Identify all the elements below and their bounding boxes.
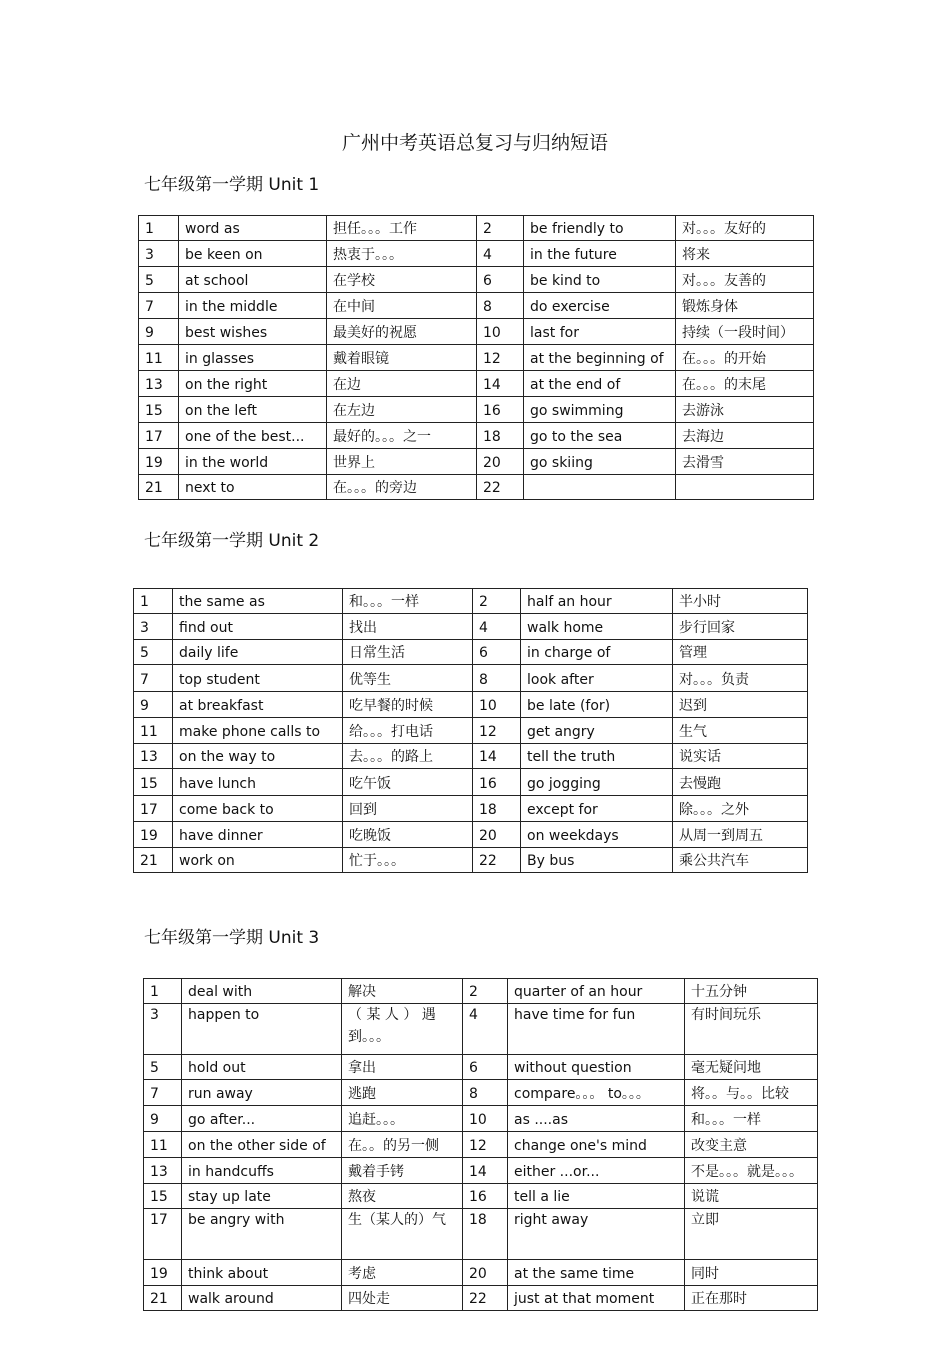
item-number-cell: 17 <box>139 423 179 449</box>
item-number-cell: 3 <box>134 614 173 640</box>
phrase-chinese-cell: 最好的。。。之一 <box>327 423 477 449</box>
phrase-english-cell: change one's mind <box>508 1132 685 1158</box>
phrase-chinese-cell: 对。。。友好的 <box>676 216 814 241</box>
item-number-cell: 6 <box>477 267 524 293</box>
phrase-english-cell: in the middle <box>179 293 327 319</box>
table-row <box>134 589 808 614</box>
phrase-chinese-cell: 忙于。。。 <box>343 848 473 873</box>
phrase-chinese-cell: 管理 <box>673 640 808 665</box>
phrase-chinese-cell: 去游泳 <box>676 397 814 423</box>
table-row <box>134 744 808 769</box>
item-number-cell: 10 <box>473 692 521 718</box>
table-row <box>134 769 808 796</box>
phrase-chinese-cell: 除。。。之外 <box>673 796 808 822</box>
phrase-english-cell: half an hour <box>521 589 673 614</box>
item-number-cell: 8 <box>473 665 521 692</box>
phrase-chinese-cell: 在。。。的旁边 <box>327 475 477 500</box>
phrase-chinese-cell: 吃早餐的时候 <box>343 692 473 718</box>
phrase-chinese-cell: 说谎 <box>685 1184 818 1209</box>
item-number-cell: 1 <box>144 979 182 1004</box>
table-row <box>139 241 814 267</box>
phrase-chinese-cell: 熬夜 <box>342 1184 463 1209</box>
item-number-cell: 2 <box>473 589 521 614</box>
item-number-cell: 19 <box>134 822 173 848</box>
phrase-chinese-cell: 生（某人的）气 <box>342 1209 463 1260</box>
phrase-english-cell: without question <box>508 1055 685 1080</box>
page-title: 广州中考英语总复习与归纳短语 <box>341 132 608 154</box>
item-number-cell: 22 <box>463 1286 508 1311</box>
table-row <box>134 640 808 665</box>
phrase-chinese-cell: 在学校 <box>327 267 477 293</box>
item-number-cell: 19 <box>139 449 179 475</box>
item-number-cell: 9 <box>134 692 173 718</box>
phrase-chinese-cell: 回到 <box>343 796 473 822</box>
table-row <box>139 216 814 241</box>
phrase-english-cell: think about <box>182 1260 342 1286</box>
table-row <box>144 979 818 1004</box>
phrase-english-cell: get angry <box>521 718 673 744</box>
item-number-cell: 5 <box>139 267 179 293</box>
unit-2-heading: 七年级第一学期 Unit 2 <box>144 531 320 551</box>
phrase-chinese-cell: 给。。。打电话 <box>343 718 473 744</box>
phrase-chinese-cell: 在。。。的末尾 <box>676 371 814 397</box>
table-row <box>134 822 808 848</box>
phrase-chinese-cell: 乘公共汽车 <box>673 848 808 873</box>
unit-1-heading: 七年级第一学期 Unit 1 <box>144 175 320 195</box>
phrase-english-cell: be kind to <box>524 267 676 293</box>
unit-1-table <box>138 215 814 500</box>
phrase-english-cell: word as <box>179 216 327 241</box>
unit-3-heading: 七年级第一学期 Unit 3 <box>144 928 320 948</box>
phrase-english-cell: happen to <box>182 1004 342 1055</box>
item-number-cell: 22 <box>473 848 521 873</box>
item-number-cell: 7 <box>139 293 179 319</box>
phrase-english-cell: tell the truth <box>521 744 673 769</box>
phrase-english-cell: at school <box>179 267 327 293</box>
phrase-chinese-cell: 戴着眼镜 <box>327 345 477 371</box>
phrase-english-cell: look after <box>521 665 673 692</box>
item-number-cell: 8 <box>463 1080 508 1106</box>
item-number-cell: 11 <box>144 1132 182 1158</box>
phrase-chinese-cell: 吃午饭 <box>343 769 473 796</box>
phrase-chinese-cell: 半小时 <box>673 589 808 614</box>
phrase-chinese-cell: 正在那时 <box>685 1286 818 1311</box>
phrase-english-cell: either ...or... <box>508 1158 685 1184</box>
item-number-cell: 18 <box>463 1209 508 1260</box>
item-number-cell: 13 <box>139 371 179 397</box>
item-number-cell: 6 <box>463 1055 508 1080</box>
phrase-english-cell: just at that moment <box>508 1286 685 1311</box>
item-number-cell: 6 <box>473 640 521 665</box>
table-row <box>139 319 814 345</box>
phrase-english-cell: do exercise <box>524 293 676 319</box>
table-row <box>144 1080 818 1106</box>
table-row <box>134 692 808 718</box>
phrase-chinese-cell: 有时间玩乐 <box>685 1004 818 1055</box>
item-number-cell: 15 <box>139 397 179 423</box>
item-number-cell: 5 <box>144 1055 182 1080</box>
phrase-chinese-cell: 迟到 <box>673 692 808 718</box>
item-number-cell: 2 <box>477 216 524 241</box>
phrase-chinese-cell: 拿出 <box>342 1055 463 1080</box>
item-number-cell: 3 <box>139 241 179 267</box>
phrase-chinese-cell: 和。。。一样 <box>343 589 473 614</box>
phrase-english-cell: hold out <box>182 1055 342 1080</box>
phrase-chinese-cell: 解决 <box>342 979 463 1004</box>
table-row <box>134 718 808 744</box>
item-number-cell: 18 <box>477 423 524 449</box>
item-number-cell: 4 <box>473 614 521 640</box>
phrase-chinese-cell: 在。。的另一侧 <box>342 1132 463 1158</box>
table-row <box>139 423 814 449</box>
phrase-english-cell: in glasses <box>179 345 327 371</box>
item-number-cell: 13 <box>134 744 173 769</box>
item-number-cell: 21 <box>139 475 179 500</box>
phrase-chinese-cell: 对。。。负责 <box>673 665 808 692</box>
phrase-chinese-cell: 说实话 <box>673 744 808 769</box>
phrase-english-cell: at the end of <box>524 371 676 397</box>
table-row <box>139 293 814 319</box>
phrase-english-cell: in charge of <box>521 640 673 665</box>
table-row <box>134 848 808 873</box>
phrase-english-cell: deal with <box>182 979 342 1004</box>
table-row <box>134 614 808 640</box>
phrase-chinese-cell: 在中间 <box>327 293 477 319</box>
phrase-english-cell: stay up late <box>182 1184 342 1209</box>
table-row <box>144 1132 818 1158</box>
table-row <box>144 1004 818 1055</box>
item-number-cell: 16 <box>477 397 524 423</box>
item-number-cell: 11 <box>134 718 173 744</box>
item-number-cell: 20 <box>463 1260 508 1286</box>
phrase-english-cell: tell a lie <box>508 1184 685 1209</box>
phrase-chinese-cell: 步行回家 <box>673 614 808 640</box>
item-number-cell: 4 <box>477 241 524 267</box>
phrase-english-cell: be friendly to <box>524 216 676 241</box>
phrase-english-cell: be angry with <box>182 1209 342 1260</box>
phrase-chinese-cell: 去慢跑 <box>673 769 808 796</box>
item-number-cell: 19 <box>144 1260 182 1286</box>
item-number-cell: 4 <box>463 1004 508 1055</box>
phrase-english-cell: work on <box>173 848 343 873</box>
phrase-english-cell: find out <box>173 614 343 640</box>
item-number-cell: 2 <box>463 979 508 1004</box>
item-number-cell: 15 <box>144 1184 182 1209</box>
phrase-english-cell: run away <box>182 1080 342 1106</box>
item-number-cell: 3 <box>144 1004 182 1055</box>
table-row <box>139 371 814 397</box>
phrase-chinese-cell: 最美好的祝愿 <box>327 319 477 345</box>
phrase-chinese-cell: 从周一到周五 <box>673 822 808 848</box>
item-number-cell: 14 <box>477 371 524 397</box>
phrase-chinese-cell: 在。。。的开始 <box>676 345 814 371</box>
phrase-english-cell: except for <box>521 796 673 822</box>
phrase-english-cell: at the beginning of <box>524 345 676 371</box>
phrase-english-cell: next to <box>179 475 327 500</box>
item-number-cell: 20 <box>477 449 524 475</box>
phrase-english-cell: as ....as <box>508 1106 685 1132</box>
item-number-cell: 7 <box>144 1080 182 1106</box>
item-number-cell: 10 <box>463 1106 508 1132</box>
item-number-cell: 14 <box>463 1158 508 1184</box>
table-row <box>139 449 814 475</box>
phrase-chinese-cell: 日常生活 <box>343 640 473 665</box>
phrase-chinese-cell: 和。。。一样 <box>685 1106 818 1132</box>
item-number-cell: 7 <box>134 665 173 692</box>
phrase-english-cell: walk home <box>521 614 673 640</box>
phrase-chinese-cell <box>676 475 814 500</box>
item-number-cell: 14 <box>473 744 521 769</box>
phrase-chinese-cell: 去海边 <box>676 423 814 449</box>
phrase-chinese-cell: 热衷于。。。 <box>327 241 477 267</box>
phrase-english-cell: top student <box>173 665 343 692</box>
phrase-english-cell: in the world <box>179 449 327 475</box>
phrase-chinese-cell: 优等生 <box>343 665 473 692</box>
item-number-cell: 13 <box>144 1158 182 1184</box>
phrase-english-cell: make phone calls to <box>173 718 343 744</box>
item-number-cell: 22 <box>477 475 524 500</box>
phrase-english-cell: walk around <box>182 1286 342 1311</box>
unit-3-table <box>143 978 818 1311</box>
phrase-english-cell: best wishes <box>179 319 327 345</box>
table-row <box>139 267 814 293</box>
table-row <box>134 796 808 822</box>
phrase-english-cell: go to the sea <box>524 423 676 449</box>
unit-2-table <box>133 588 808 873</box>
phrase-english-cell: on the other side of <box>182 1132 342 1158</box>
item-number-cell: 1 <box>139 216 179 241</box>
phrase-english-cell: daily life <box>173 640 343 665</box>
phrase-chinese-cell: （ 某 人 ） 遇到。。。 <box>342 1004 463 1055</box>
phrase-chinese-cell: 戴着手铐 <box>342 1158 463 1184</box>
phrase-english-cell: in the future <box>524 241 676 267</box>
phrase-english-cell: in handcuffs <box>182 1158 342 1184</box>
phrase-chinese-cell: 不是。。。就是。。。 <box>685 1158 818 1184</box>
item-number-cell: 16 <box>473 769 521 796</box>
phrase-chinese-cell: 吃晚饭 <box>343 822 473 848</box>
item-number-cell: 17 <box>134 796 173 822</box>
phrase-chinese-cell: 世界上 <box>327 449 477 475</box>
item-number-cell: 9 <box>139 319 179 345</box>
phrase-english-cell: on the way to <box>173 744 343 769</box>
phrase-chinese-cell: 去。。。的路上 <box>343 744 473 769</box>
phrase-chinese-cell: 找出 <box>343 614 473 640</box>
phrase-chinese-cell: 锻炼身体 <box>676 293 814 319</box>
table-row <box>139 475 814 500</box>
phrase-english-cell: on weekdays <box>521 822 673 848</box>
phrase-english-cell: By bus <box>521 848 673 873</box>
phrase-english-cell: compare。。。 to。。。 <box>508 1080 685 1106</box>
item-number-cell: 17 <box>144 1209 182 1260</box>
phrase-chinese-cell: 考虑 <box>342 1260 463 1286</box>
item-number-cell: 21 <box>134 848 173 873</box>
phrase-english-cell: on the right <box>179 371 327 397</box>
phrase-english-cell: go swimming <box>524 397 676 423</box>
item-number-cell: 8 <box>477 293 524 319</box>
phrase-english-cell: have lunch <box>173 769 343 796</box>
phrase-english-cell: have time for fun <box>508 1004 685 1055</box>
item-number-cell: 11 <box>139 345 179 371</box>
phrase-english-cell: right away <box>508 1209 685 1260</box>
item-number-cell: 15 <box>134 769 173 796</box>
phrase-english-cell: last for <box>524 319 676 345</box>
phrase-english-cell: the same as <box>173 589 343 614</box>
table-row <box>139 397 814 423</box>
item-number-cell: 12 <box>473 718 521 744</box>
phrase-english-cell: go after... <box>182 1106 342 1132</box>
phrase-english-cell: quarter of an hour <box>508 979 685 1004</box>
phrase-chinese-cell: 在边 <box>327 371 477 397</box>
item-number-cell: 21 <box>144 1286 182 1311</box>
phrase-chinese-cell: 对。。。友善的 <box>676 267 814 293</box>
phrase-english-cell: go skiing <box>524 449 676 475</box>
table-row <box>144 1209 818 1260</box>
item-number-cell: 5 <box>134 640 173 665</box>
phrase-chinese-cell: 在左边 <box>327 397 477 423</box>
table-row <box>144 1184 818 1209</box>
table-row <box>144 1158 818 1184</box>
phrase-chinese-cell: 将来 <box>676 241 814 267</box>
phrase-chinese-cell: 同时 <box>685 1260 818 1286</box>
phrase-chinese-cell: 担任。。。工作 <box>327 216 477 241</box>
phrase-english-cell: at breakfast <box>173 692 343 718</box>
table-row <box>139 345 814 371</box>
phrase-chinese-cell: 逃跑 <box>342 1080 463 1106</box>
phrase-chinese-cell: 改变主意 <box>685 1132 818 1158</box>
table-row <box>144 1106 818 1132</box>
item-number-cell: 18 <box>473 796 521 822</box>
phrase-chinese-cell: 去滑雪 <box>676 449 814 475</box>
phrase-english-cell: be keen on <box>179 241 327 267</box>
table-row <box>134 665 808 692</box>
phrase-english-cell: at the same time <box>508 1260 685 1286</box>
phrase-english-cell: one of the best... <box>179 423 327 449</box>
phrase-english-cell: come back to <box>173 796 343 822</box>
table-row <box>144 1286 818 1311</box>
item-number-cell: 10 <box>477 319 524 345</box>
table-row <box>144 1260 818 1286</box>
phrase-chinese-cell: 持续（一段时间） <box>676 319 814 345</box>
item-number-cell: 20 <box>473 822 521 848</box>
phrase-english-cell <box>524 475 676 500</box>
phrase-chinese-cell: 将。。与。。比较 <box>685 1080 818 1106</box>
table-row <box>144 1055 818 1080</box>
phrase-english-cell: go jogging <box>521 769 673 796</box>
phrase-chinese-cell: 追赶。。。 <box>342 1106 463 1132</box>
phrase-english-cell: have dinner <box>173 822 343 848</box>
phrase-chinese-cell: 毫无疑问地 <box>685 1055 818 1080</box>
item-number-cell: 9 <box>144 1106 182 1132</box>
item-number-cell: 12 <box>463 1132 508 1158</box>
phrase-english-cell: be late (for) <box>521 692 673 718</box>
item-number-cell: 12 <box>477 345 524 371</box>
phrase-chinese-cell: 四处走 <box>342 1286 463 1311</box>
item-number-cell: 16 <box>463 1184 508 1209</box>
phrase-chinese-cell: 十五分钟 <box>685 979 818 1004</box>
phrase-chinese-cell: 生气 <box>673 718 808 744</box>
phrase-english-cell: on the left <box>179 397 327 423</box>
phrase-chinese-cell: 立即 <box>685 1209 818 1260</box>
item-number-cell: 1 <box>134 589 173 614</box>
